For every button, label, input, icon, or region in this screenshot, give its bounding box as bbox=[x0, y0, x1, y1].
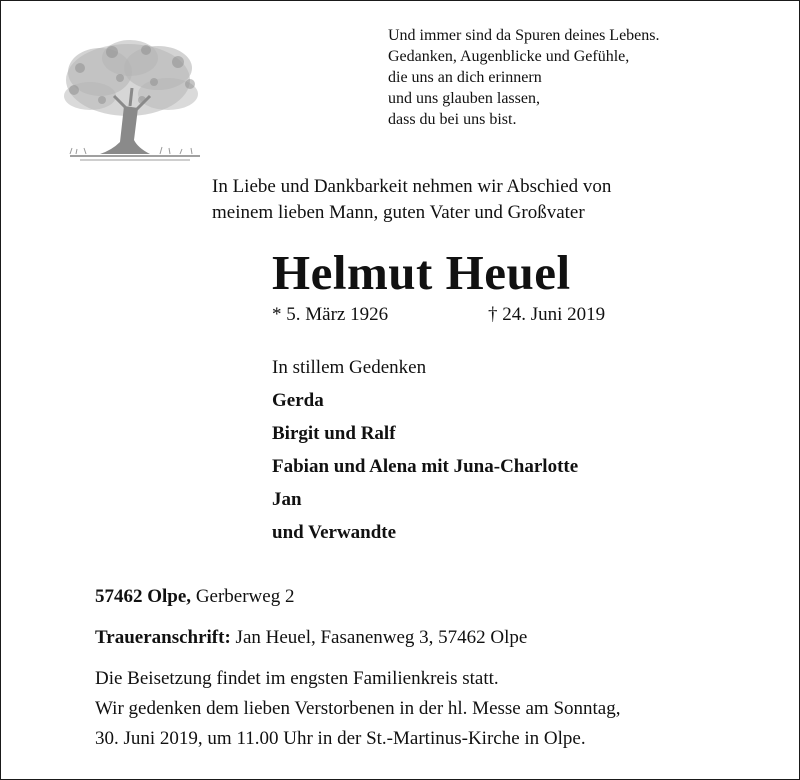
notice-line: Die Beisetzung findet im engsten Familienkreis statt. bbox=[95, 668, 499, 689]
mourning-address-value: Jan Heuel, Fasanenweg 3, 57462 Olpe bbox=[235, 627, 528, 648]
mourning-address bbox=[95, 627, 527, 649]
poem-line: Und immer sind da Spuren deines Lebens. bbox=[388, 27, 660, 44]
birth-date: * 5. März 1926 bbox=[272, 304, 389, 325]
mourners-heading: In stillem Gedenken bbox=[272, 357, 427, 378]
notice-line: 30. Juni 2019, um 11.00 Uhr in der St.-Martinus-Kirche in Olpe. bbox=[95, 728, 586, 749]
poem-line: und uns glauben lassen, bbox=[388, 90, 540, 107]
address-city: 57462 Olpe, bbox=[95, 586, 192, 607]
poem-line: Gedanken, Augenblicke und Gefühle, bbox=[388, 48, 630, 65]
mourners-list bbox=[272, 355, 578, 553]
mourner-name: Gerda bbox=[272, 390, 324, 411]
deceased-name: Helmut Heuel bbox=[272, 245, 571, 300]
death-date: † 24. Juni 2019 bbox=[488, 304, 606, 325]
intro-line: meinem lieben Mann, guten Vater und Großvater bbox=[212, 202, 585, 223]
tree-icon bbox=[50, 38, 210, 168]
poem-line: dass du bei uns bist. bbox=[388, 111, 517, 128]
mourner-name: und Verwandte bbox=[272, 522, 397, 543]
farewell-intro bbox=[212, 174, 611, 226]
mourning-address-label: Traueranschrift: bbox=[95, 627, 231, 648]
mourner-name: Jan bbox=[272, 489, 302, 510]
funeral-notice bbox=[95, 664, 620, 754]
mourner-name: Birgit und Ralf bbox=[272, 423, 396, 444]
poem-line: die uns an dich erinnern bbox=[388, 69, 542, 86]
mourner-name: Fabian und Alena mit Juna-Charlotte bbox=[272, 456, 579, 477]
intro-line: In Liebe und Dankbarkeit nehmen wir Abschied von bbox=[212, 176, 612, 197]
poem bbox=[388, 25, 660, 130]
family-address bbox=[95, 586, 294, 608]
address-street: Gerberweg 2 bbox=[195, 586, 295, 607]
notice-line: Wir gedenken dem lieben Verstorbenen in der hl. Messe am Sonntag, bbox=[95, 698, 621, 719]
